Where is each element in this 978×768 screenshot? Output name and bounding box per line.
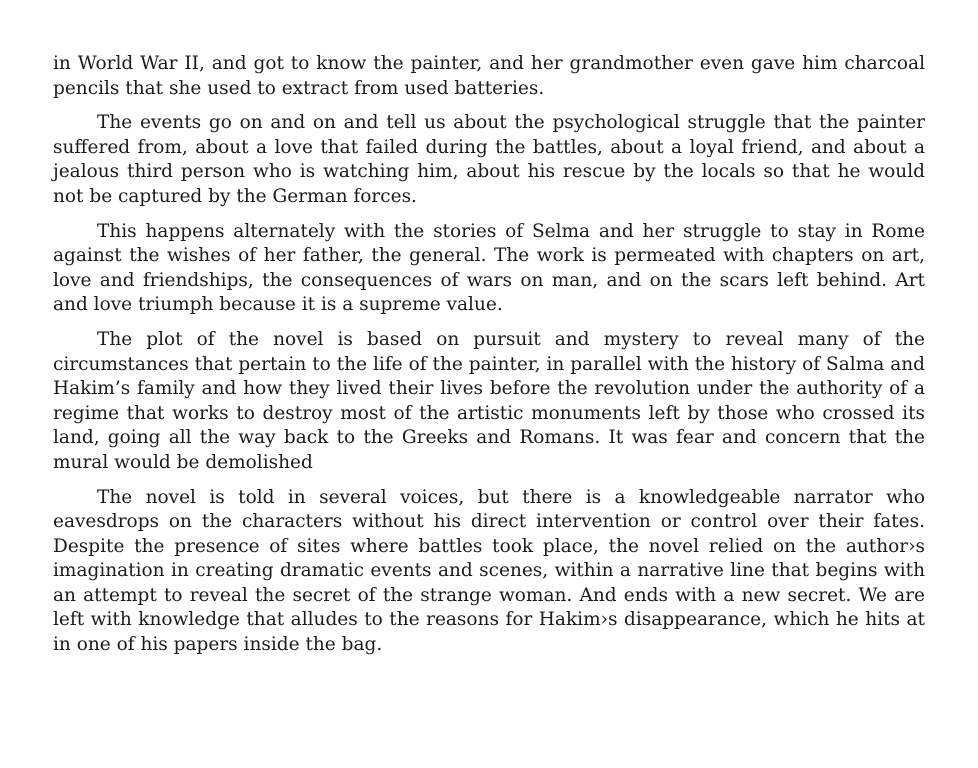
document-page [53,52,925,668]
paragraph-4: The plot of the novel is based on pursuit and mystery to reveal many of the circumstances that pertain to the life of the painter, in parallel with the history of Salma and Hakim’s family and how they lived their lives before the revolution under the authority of a regime that works to destroy most of the artistic monuments left by those who crossed its land, going all the way back to the Greeks and Romans. It was fear and concern that the mural would be demolished [53,328,925,473]
paragraph-2: The events go on and on and tell us about the psychological struggle that the painter suffered from, about a love that failed during the battles, about a loyal friend, and about a jealous third person who is watching him, about his rescue by the locals so that he would not be captured by the German forces. [53,112,925,207]
paragraph-5: The novel is told in several voices, but there is a knowledgeable narrator who eavesdrops on the characters without his direct intervention or control over their fates. Despite the presence of sites where battles took place, the novel relied on the author›s imagination in creating dramatic events and scenes, within a narrative line that begins with an attempt to reveal the secret of the strange woman. And ends with a new secret. We are left with knowledge that alludes to the reasons for Hakim›s disappearance, which he hits at in one of his papers inside the bag. [53,486,925,656]
paragraph-3: This happens alternately with the stories of Selma and her struggle to stay in Rome against the wishes of her father, the general. The work is permeated with chapters on art, love and friendships, the consequences of wars on man, and on the scars left behind. Art and love triumph because it is a supreme value. [53,220,925,316]
paragraph-1: in World War II, and got to know the painter, and her grandmother even gave him charcoal pencils that she used to extract from used batteries. [53,53,925,99]
